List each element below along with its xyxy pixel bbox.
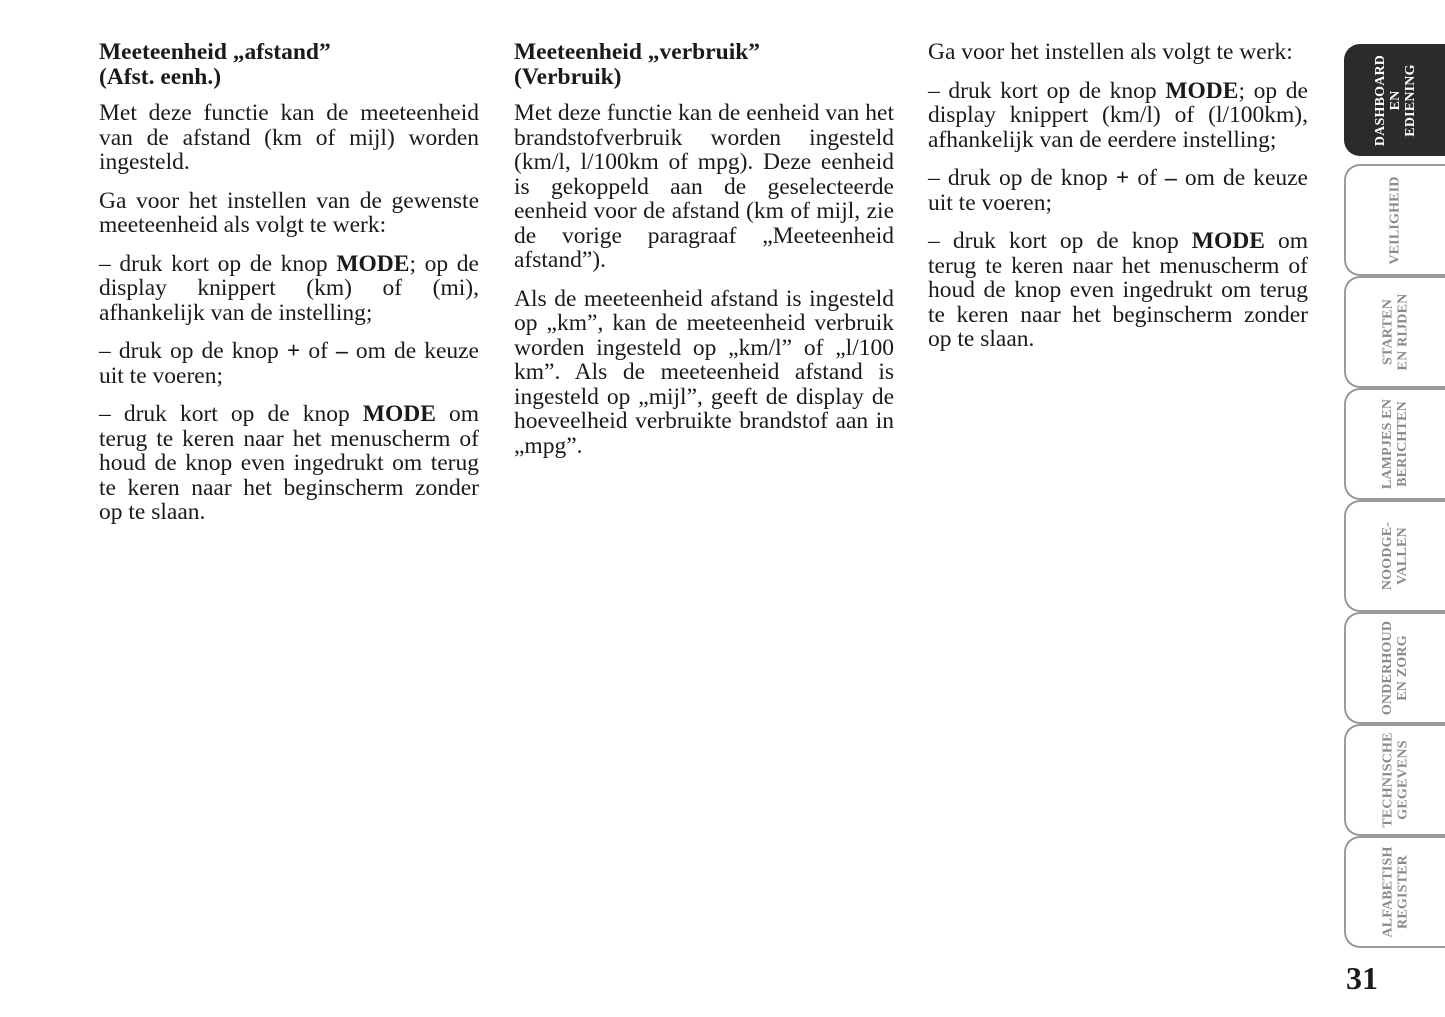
tab-veiligheid[interactable] <box>1344 164 1445 276</box>
text: – druk kort op de knop <box>928 228 1192 254</box>
mode-key: MODE <box>362 401 436 427</box>
text: – druk kort op de knop <box>99 250 337 277</box>
paragraph: Ga voor het instellen als volgt te werk: <box>928 39 1293 65</box>
heading-line1: Meeteenheid „afstand” <box>99 39 331 65</box>
paragraph: Als de meeteenheid afstand is ingesteld op „km”, kan de meeteenheid verbruik worden ingesteld op „km/l” of „l/100 km”. Als de meeteenheid afstand is ingesteld op „mijl”, geeft de display de hoeveelheid verbruikte brandstof aan in „mpg”. <box>514 285 894 459</box>
column-3 <box>928 40 1308 366</box>
text: ; op de display knippert (km/l) of (l/100km), afhankelijk van de eerdere instelling; <box>928 77 1308 153</box>
paragraph: Ga voor het instellen van de gewenste meeteenheid als volgt te werk: <box>99 187 479 238</box>
step-2 <box>928 166 1308 215</box>
mode-key: MODE <box>1165 77 1239 104</box>
text: om terug te keren naar het menuscherm of houd de knop even ingedrukt om terug te keren naar het beginscherm zonder op te slaan. <box>99 401 479 525</box>
column-1 <box>99 40 479 539</box>
plus-key: + <box>1115 165 1130 191</box>
tab-label: TECHNISCHE GEGEVENS <box>1380 732 1411 828</box>
column-2 <box>514 40 894 472</box>
heading-line1: Meeteenheid „verbruik” <box>514 39 761 65</box>
step-3 <box>928 229 1308 352</box>
section-heading-afstand <box>99 40 479 89</box>
section-heading-verbruik <box>514 40 894 89</box>
heading-line2: (Verbruik) <box>514 63 622 90</box>
tab-technische[interactable] <box>1344 724 1445 836</box>
tab-onderhoud[interactable] <box>1344 612 1445 724</box>
mode-key: MODE <box>1191 228 1265 254</box>
text: of <box>300 338 337 364</box>
step-1 <box>99 252 479 326</box>
tab-label: ONDERHOUD EN ZORG <box>1380 620 1411 716</box>
paragraph: Met deze functie kan de eenheid van het brandstofverbruik worden ingesteld (km/l, l/100km of mpg). Deze eenheid is gekoppeld aan de geselecteerde eenheid voor de afstand (km of mijl, zie de vorige paragraaf „Meeteenheid afstand”). <box>514 100 894 273</box>
minus-key: – <box>336 338 348 364</box>
tab-dashboard[interactable] <box>1344 44 1445 156</box>
tab-label: STARTEN EN RIJDEN <box>1380 293 1411 371</box>
text: – druk kort op de knop <box>99 401 363 427</box>
tab-label: ALFABETISH REGISTER <box>1380 846 1411 938</box>
text: of <box>1129 165 1166 191</box>
text: ; op de display knippert (km) of (mi), afhankelijk van de instelling; <box>99 250 479 326</box>
tab-lampjes[interactable] <box>1344 388 1445 500</box>
tab-label: LAMPJES EN BERICHTEN <box>1380 398 1411 490</box>
step-3 <box>99 402 479 525</box>
tab-starten[interactable] <box>1344 276 1445 388</box>
tab-label: DASHBOARD EN EDIENING <box>1372 54 1418 146</box>
tab-noodgevallen[interactable] <box>1344 500 1445 612</box>
page-number: 31 <box>1346 960 1378 996</box>
text: om de keuze uit te voeren; <box>99 338 479 389</box>
tab-register[interactable] <box>1344 836 1445 948</box>
text: – druk op de knop <box>928 165 1116 191</box>
minus-key: – <box>1165 165 1177 191</box>
tab-label: NOODGE- VALLEN <box>1380 521 1411 591</box>
text: om de keuze uit te voeren; <box>928 165 1308 216</box>
tab-label: VEILIGHEID <box>1387 175 1403 265</box>
text: om terug te keren naar het menuscherm of houd de knop even ingedrukt om terug te keren naar het beginscherm zonder op te slaan. <box>928 228 1308 352</box>
step-2 <box>99 339 479 388</box>
text: – druk op de knop <box>99 338 287 364</box>
mode-key: MODE <box>336 250 410 277</box>
step-1 <box>928 79 1308 153</box>
paragraph: Met deze functie kan de meeteenheid van de afstand (km of mijl) worden ingesteld. <box>99 100 479 175</box>
plus-key: + <box>286 338 301 364</box>
text: – druk kort op de knop <box>928 77 1166 104</box>
heading-line2: (Afst. eenh.) <box>99 63 222 90</box>
